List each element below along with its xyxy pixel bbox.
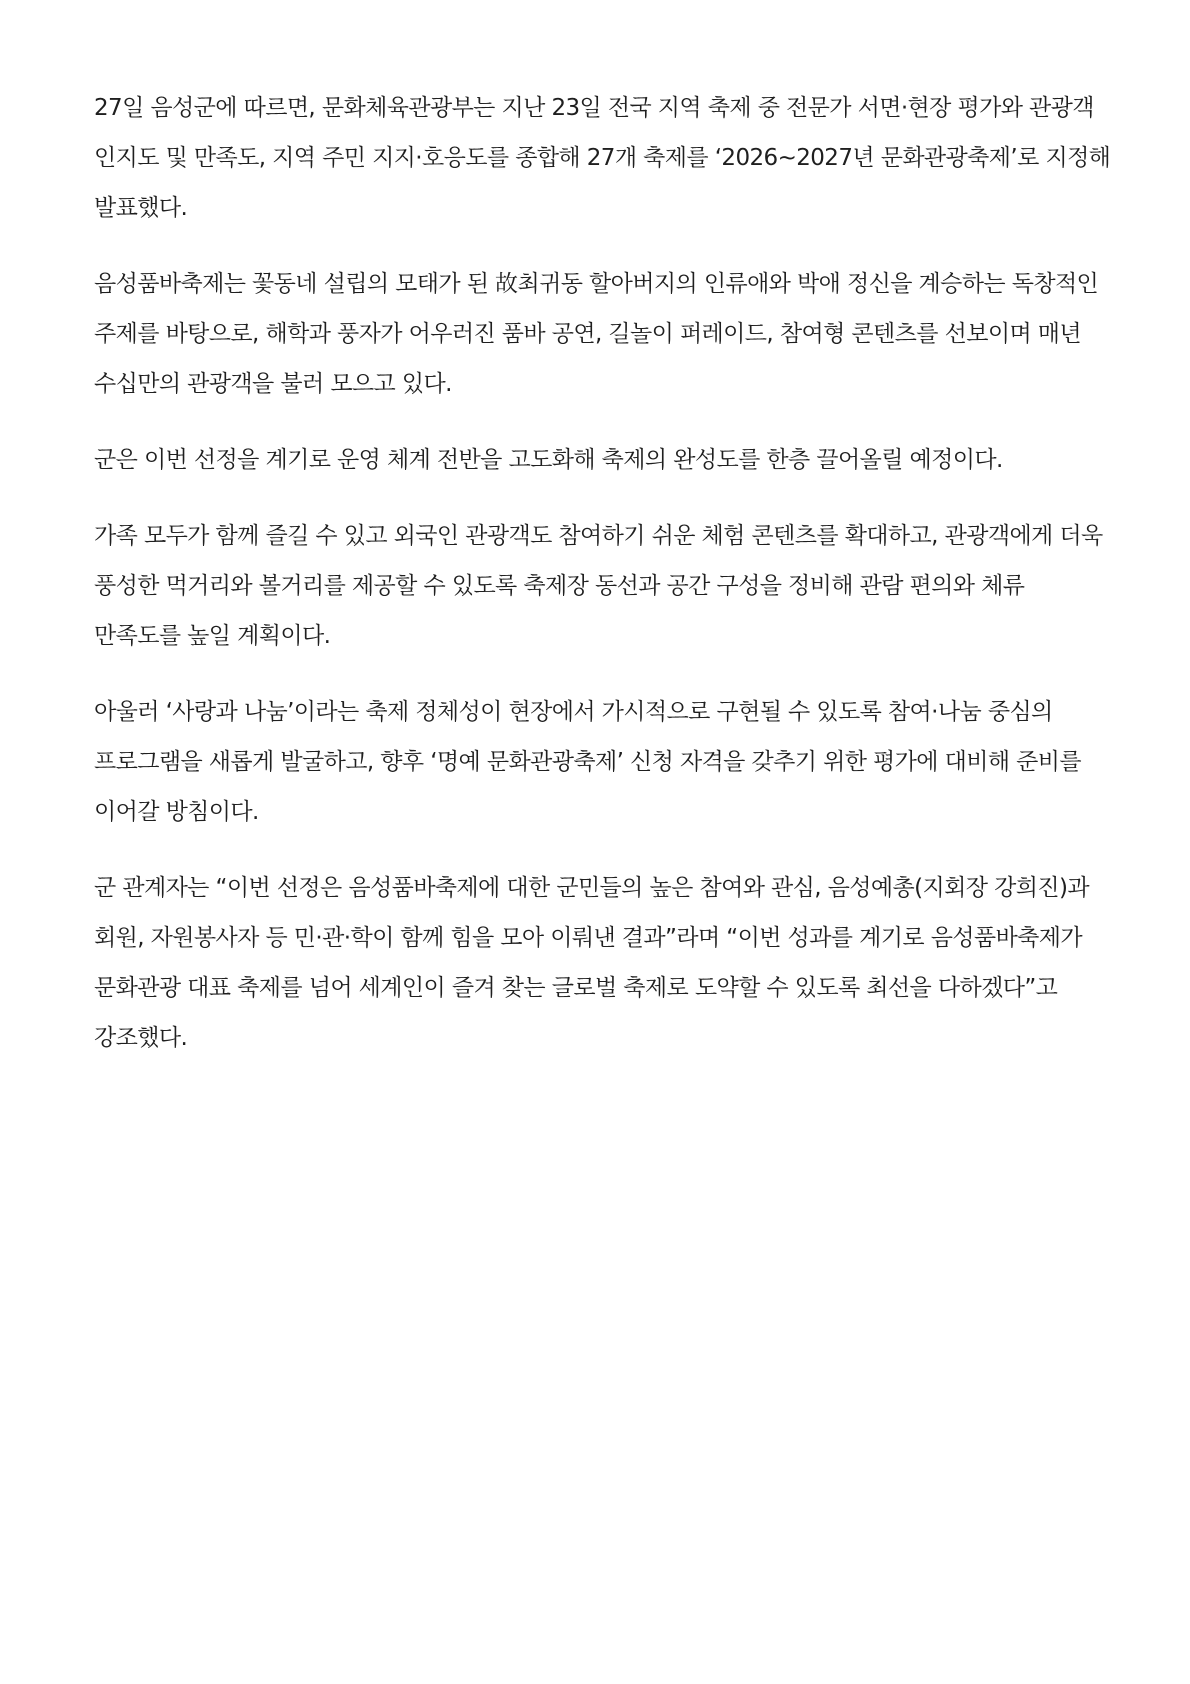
article-body xyxy=(94,83,1114,1089)
article-paragraph: 군 관계자는 “이번 선정은 음성품바축제에 대한 군민들의 높은 참여와 관심, 음성예총(지회장 강희진)과 회원, 자원봉사자 등 민·관·학이 함께 힘을 모아 이뤄낸 결과”라며 “이번 성과를 계기로 음성품바축제가 문화관광 대표 축제를 넘어 세계인이 즐겨 찾는 글로벌 축제로 도약할 수 있도록 최선을 다하겠다”고 강조했다. xyxy=(94,875,1089,1051)
article-paragraph: 27일 음성군에 따르면, 문화체육관광부는 지난 23일 전국 지역 축제 중 전문가 서면·현장 평가와 관광객 인지도 및 만족도, 지역 주민 지지·호응도를 종합해 27개 축제를 ‘2026~2027년 문화관광축제’로 지정해 발표했다. xyxy=(94,95,1111,221)
article-paragraph: 군은 이번 선정을 계기로 운영 체계 전반을 고도화해 축제의 완성도를 한층 끌어올릴 예정이다. xyxy=(94,447,1003,473)
article-paragraph: 아울러 ‘사랑과 나눔’이라는 축제 정체성이 현장에서 가시적으로 구현될 수 있도록 참여·나눔 중심의 프로그램을 새롭게 발굴하고, 향후 ‘명예 문화관광축제’ 신청 자격을 갖추기 위한 평가에 대비해 준비를 이어갈 방침이다. xyxy=(94,699,1082,825)
article-paragraph: 음성품바축제는 꽃동네 설립의 모태가 된 故최귀동 할아버지의 인류애와 박애 정신을 계승하는 독창적인 주제를 바탕으로, 해학과 풍자가 어우러진 품바 공연, 길놀이 퍼레이드, 참여형 콘텐츠를 선보이며 매년 수십만의 관광객을 불러 모으고 있다. xyxy=(94,271,1099,397)
article-paragraph: 가족 모두가 함께 즐길 수 있고 외국인 관광객도 참여하기 쉬운 체험 콘텐츠를 확대하고, 관광객에게 더욱 풍성한 먹거리와 볼거리를 제공할 수 있도록 축제장 동선과 공간 구성을 정비해 관람 편의와 체류 만족도를 높일 계획이다. xyxy=(94,523,1103,649)
